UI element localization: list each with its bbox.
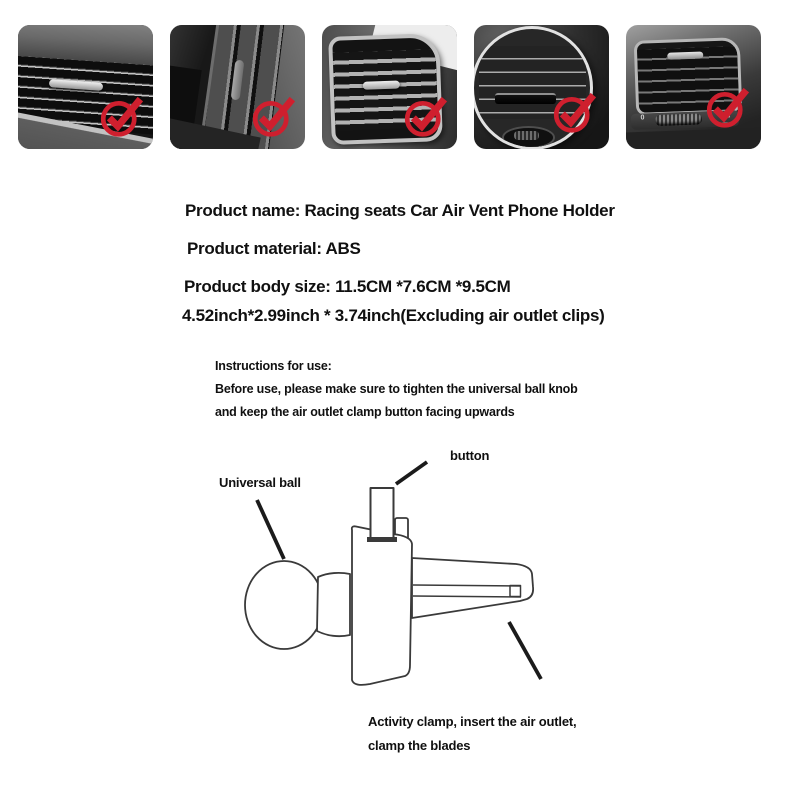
- product-name-line: Product name: Racing seats Car Air Vent Phone Holder: [185, 201, 615, 220]
- vent-photo-rounded-square: [322, 25, 457, 149]
- check-icon: [403, 91, 450, 141]
- check-icon: [99, 91, 146, 141]
- vent-photo-square-thumbwheel: [626, 25, 761, 149]
- leader-line-universal-ball: [257, 500, 284, 559]
- vent-photo-round-vent: [474, 25, 609, 149]
- holder-body-shape: [352, 526, 412, 685]
- instructions-block: [215, 355, 578, 424]
- activity-clamp-line1: Activity clamp, insert the air outlet,: [368, 714, 577, 729]
- universal-ball-shape: [245, 561, 323, 649]
- activity-clamp-caption: [368, 710, 576, 758]
- check-icon: [251, 91, 298, 141]
- thumbwheel: [655, 113, 703, 126]
- button-label: button: [450, 448, 490, 463]
- vent-photo-pillar-vent: [170, 25, 305, 149]
- button-shape: [371, 488, 394, 539]
- thumbwheel: [514, 131, 540, 140]
- instructions-line2: and keep the air outlet clamp button facing upwards: [215, 405, 515, 419]
- universal-ball-label: Universal ball: [219, 475, 301, 490]
- activity-clamp-line2: clamp the blades: [368, 738, 471, 753]
- clamp-arm-shape: [412, 558, 533, 618]
- leader-line-button: [396, 462, 427, 484]
- product-size-inch-line: 4.52inch*2.99inch * 3.74inch(Excluding air outlet clips): [182, 306, 605, 325]
- product-material-line: Product material: ABS: [187, 239, 361, 258]
- vent-handle: [495, 93, 555, 104]
- instructions-line1: Before use, please make sure to tighten the universal ball knob: [215, 382, 578, 396]
- ball-neck-shape: [317, 573, 350, 636]
- vent-handle: [363, 81, 400, 90]
- check-icon: [552, 87, 599, 137]
- instructions-title: Instructions for use:: [215, 359, 332, 373]
- vent-photo-dashboard-slats: [18, 25, 153, 149]
- vent-handle: [668, 51, 704, 59]
- vent-compatibility-gallery: [18, 25, 761, 149]
- check-icon: [705, 82, 752, 132]
- leader-line-clamp: [509, 622, 541, 679]
- thumbwheel-zero-label: 0: [640, 114, 646, 122]
- product-size-cm-line: Product body size: 11.5CM *7.6CM *9.5CM: [184, 277, 511, 296]
- product-diagram: [200, 455, 600, 705]
